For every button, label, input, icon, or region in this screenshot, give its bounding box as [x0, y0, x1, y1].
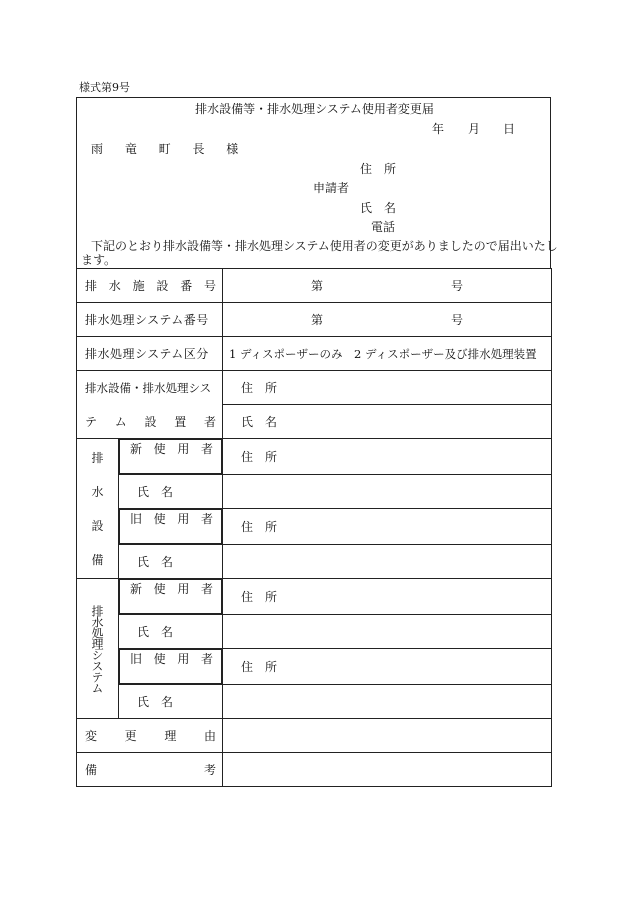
- drainage-group-label: 排 水 設 備: [77, 439, 119, 579]
- applicant-address-label: 住 所: [360, 162, 397, 176]
- installer-label-line1: 排水設備・排水処理シス: [77, 371, 223, 405]
- system-old-user-label: 旧 使 用 者: [119, 649, 222, 684]
- system-new-user-label: 新 使 用 者: [119, 579, 222, 614]
- drainage-new-user-label: 新 使 用 者: [119, 439, 222, 474]
- row-drainage-old-address: [77, 509, 552, 545]
- row-drainage-new-name: [77, 475, 552, 509]
- system-number-field[interactable]: [223, 303, 552, 337]
- row-drainage-old-name: [77, 545, 552, 579]
- installer-address-field[interactable]: 住 所: [223, 371, 552, 405]
- system-number-label: 排水処理システム番号: [77, 303, 223, 337]
- installer-label-line2: テ ム 設 置 者: [77, 405, 223, 439]
- drainage-old-name-field[interactable]: 氏 名: [119, 545, 223, 579]
- row-system-old-address: [77, 649, 552, 685]
- form-title: 排水設備等・排水処理システム使用者変更届: [195, 102, 434, 116]
- applicant-name-label: 氏 名: [360, 201, 397, 215]
- row-installer-address: [77, 371, 552, 405]
- facility-number-dai: 第: [311, 279, 324, 293]
- change-reason-label: 変 更 理 由: [77, 719, 223, 753]
- applicant-label: 申請者: [313, 181, 350, 195]
- system-number-go: 号: [451, 313, 464, 327]
- system-class-options[interactable]: 1 ディスポーザーのみ 2 ディスポーザー及び排水処理装置: [223, 337, 552, 371]
- drainage-old-user-label: 旧 使 用 者: [119, 509, 222, 544]
- system-new-address-field[interactable]: 住 所: [223, 579, 552, 615]
- date-year-label: 年: [432, 122, 445, 136]
- form-header: [76, 97, 558, 268]
- system-old-name-field[interactable]: 氏 名: [119, 685, 223, 719]
- installer-name-field[interactable]: 氏 名: [223, 405, 552, 439]
- form-number: 様式第9号: [79, 81, 130, 94]
- remarks-field[interactable]: [223, 753, 552, 787]
- system-new-name-field[interactable]: 氏 名: [119, 615, 223, 649]
- date-day-label: 日: [503, 122, 516, 136]
- drainage-new-name-field[interactable]: 氏 名: [119, 475, 223, 509]
- date-month-label: 月: [468, 122, 481, 136]
- row-system-number: [77, 303, 552, 337]
- system-number-dai: 第: [311, 313, 324, 327]
- drainage-old-address-field[interactable]: 住 所: [223, 509, 552, 545]
- drainage-new-address-field[interactable]: 住 所: [223, 439, 552, 475]
- addressee: 雨 竜 町 長 様: [91, 142, 248, 156]
- body-text-line2: ます。: [81, 253, 117, 267]
- row-installer-name: [77, 405, 552, 439]
- row-drainage-new-address: [77, 439, 552, 475]
- facility-number-label: 排 水 施 設 番 号: [77, 269, 223, 303]
- remarks-label: 備 考: [77, 753, 223, 787]
- row-remarks: [77, 753, 552, 787]
- applicant-phone-label: 電話: [371, 220, 396, 234]
- row-facility-number: [77, 269, 552, 303]
- system-old-address-field[interactable]: 住 所: [223, 649, 552, 685]
- row-system-old-name: [77, 685, 552, 719]
- row-system-new-name: [77, 615, 552, 649]
- form-table: [76, 268, 552, 787]
- change-reason-field[interactable]: [223, 719, 552, 753]
- facility-number-field[interactable]: [223, 269, 552, 303]
- body-text-line1: 下記のとおり排水設備等・排水処理システム使用者の変更がありましたので届出いたし: [91, 239, 558, 253]
- row-change-reason: [77, 719, 552, 753]
- system-group-label: 排水処理システム: [77, 579, 119, 719]
- system-class-label: 排水処理システム区分: [77, 337, 223, 371]
- facility-number-go: 号: [451, 279, 464, 293]
- row-system-class: [77, 337, 552, 371]
- row-system-new-address: [77, 579, 552, 615]
